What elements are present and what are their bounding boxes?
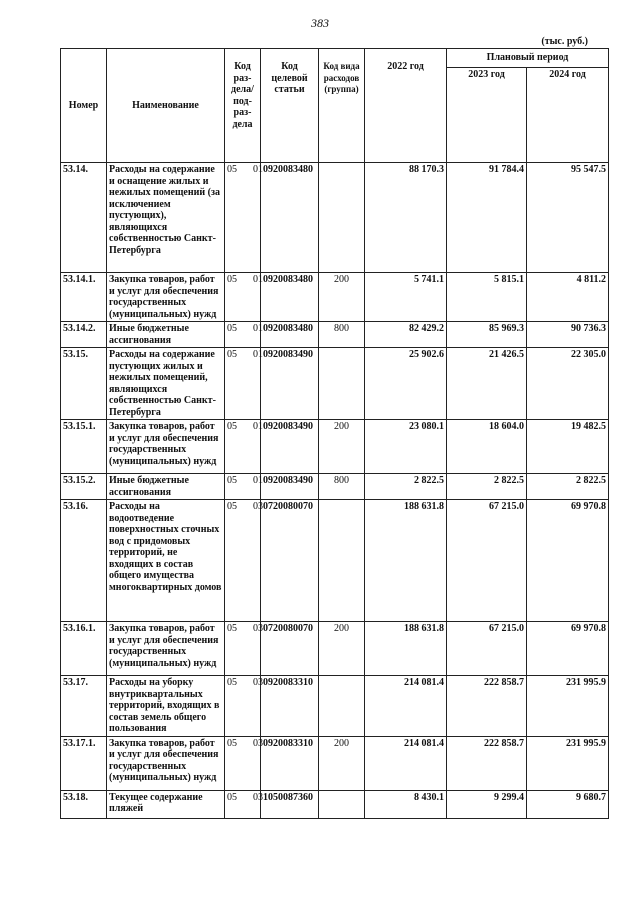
row-article-code: 1050087360 xyxy=(261,790,319,818)
table-row xyxy=(61,163,609,273)
section-code: 05 xyxy=(227,475,237,486)
row-number: 53.14.1. xyxy=(61,273,107,322)
row-number: 53.17.1. xyxy=(61,736,107,790)
row-value-2022: 8 430.1 xyxy=(365,790,447,818)
subsection-code: 01 xyxy=(253,475,263,486)
row-name: Закупка товаров, работ и услуг для обеспечения государственных (муниципальных) нужд xyxy=(107,622,225,676)
row-value-2023: 85 969.3 xyxy=(447,322,527,348)
row-number: 53.17. xyxy=(61,676,107,737)
row-section-code xyxy=(225,790,261,818)
table-row xyxy=(61,790,609,818)
row-number: 53.16.1. xyxy=(61,622,107,676)
row-value-2022: 188 631.8 xyxy=(365,622,447,676)
header-number: Номер xyxy=(61,49,107,163)
row-expense-type xyxy=(319,790,365,818)
table-row xyxy=(61,420,609,474)
subsection-code: 03 xyxy=(253,501,263,512)
table-row xyxy=(61,348,609,420)
subsection-code: 03 xyxy=(253,677,263,688)
row-value-2023: 9 299.4 xyxy=(447,790,527,818)
header-planned-period: Плановый период xyxy=(447,49,609,68)
table-row xyxy=(61,273,609,322)
subsection-code: 03 xyxy=(253,791,263,803)
section-code: 05 xyxy=(227,274,237,285)
row-name: Закупка товаров, работ и услуг для обеспечения государственных (муниципальных) нужд xyxy=(107,273,225,322)
section-code: 05 xyxy=(227,737,237,749)
row-value-2024: 95 547.5 xyxy=(527,163,609,273)
row-article-code: 0920083480 xyxy=(261,273,319,322)
row-section-code xyxy=(225,348,261,420)
row-value-2023: 5 815.1 xyxy=(447,273,527,322)
row-number: 53.18. xyxy=(61,790,107,818)
subsection-code: 01 xyxy=(253,323,263,334)
row-name: Расходы на водоотведение поверхностных сточных вод с придомовых территорий, не входящих в состав общего имущества многоквартирных домов xyxy=(107,500,225,622)
row-expense-type: 200 xyxy=(319,622,365,676)
row-value-2024: 4 811.2 xyxy=(527,273,609,322)
section-code: 05 xyxy=(227,623,237,634)
row-value-2022: 214 081.4 xyxy=(365,736,447,790)
row-expense-type xyxy=(319,348,365,420)
row-name: Расходы на содержание и оснащение жилых и нежилых помещений (за исключением пустующих), являющихся собственностью Санкт-Петербурга xyxy=(107,163,225,273)
row-value-2022: 2 822.5 xyxy=(365,474,447,500)
table-body xyxy=(61,163,609,819)
subsection-code: 01 xyxy=(253,164,263,175)
row-article-code: 0720080070 xyxy=(261,622,319,676)
row-value-2024: 19 482.5 xyxy=(527,420,609,474)
row-value-2024: 90 736.3 xyxy=(527,322,609,348)
header-expense-type: Код вида расходов (группа) xyxy=(319,49,365,163)
row-value-2023: 222 858.7 xyxy=(447,736,527,790)
row-article-code: 0920083490 xyxy=(261,420,319,474)
row-value-2024: 2 822.5 xyxy=(527,474,609,500)
section-code: 05 xyxy=(227,501,237,512)
row-value-2024: 231 995.9 xyxy=(527,676,609,737)
section-code: 05 xyxy=(227,323,237,334)
page-number: 383 xyxy=(311,16,329,30)
row-value-2023: 222 858.7 xyxy=(447,676,527,737)
table-row xyxy=(61,736,609,790)
header-2024: 2024 год xyxy=(527,68,609,163)
row-value-2024: 69 970.8 xyxy=(527,500,609,622)
row-value-2022: 188 631.8 xyxy=(365,500,447,622)
row-expense-type: 800 xyxy=(319,474,365,500)
row-value-2022: 23 080.1 xyxy=(365,420,447,474)
section-code: 05 xyxy=(227,164,237,175)
row-section-code xyxy=(225,622,261,676)
row-name: Расходы на уборку внутриквартальных территорий, входящих в состав земель общего пользования xyxy=(107,676,225,737)
subsection-code: 03 xyxy=(253,737,263,749)
table-row xyxy=(61,474,609,500)
row-value-2022: 82 429.2 xyxy=(365,322,447,348)
row-article-code: 0920083480 xyxy=(261,163,319,273)
row-article-code: 0920083490 xyxy=(261,348,319,420)
row-article-code: 0920083490 xyxy=(261,474,319,500)
row-value-2023: 67 215.0 xyxy=(447,622,527,676)
section-code: 05 xyxy=(227,421,237,432)
row-expense-type xyxy=(319,163,365,273)
row-name: Текущее содержание пляжей xyxy=(107,790,225,818)
row-name: Закупка товаров, работ и услуг для обеспечения государственных (муниципальных) нужд xyxy=(107,736,225,790)
row-number: 53.14. xyxy=(61,163,107,273)
row-article-code: 0720080070 xyxy=(261,500,319,622)
row-expense-type xyxy=(319,676,365,737)
row-expense-type: 800 xyxy=(319,322,365,348)
row-name: Расходы на содержание пустующих жилых и нежилых помещений, являющихся собственностью Санкт-Петербурга xyxy=(107,348,225,420)
header-2022: 2022 год xyxy=(365,49,447,163)
row-name: Закупка товаров, работ и услуг для обеспечения государственных (муниципальных) нужд xyxy=(107,420,225,474)
table-row xyxy=(61,676,609,737)
row-value-2022: 88 170.3 xyxy=(365,163,447,273)
row-value-2023: 67 215.0 xyxy=(447,500,527,622)
units-label: (тыс. руб.) xyxy=(541,36,588,47)
row-number: 53.15. xyxy=(61,348,107,420)
row-value-2023: 2 822.5 xyxy=(447,474,527,500)
row-section-code xyxy=(225,676,261,737)
subsection-code: 01 xyxy=(253,274,263,285)
row-section-code xyxy=(225,474,261,500)
row-number: 53.15.2. xyxy=(61,474,107,500)
section-code: 05 xyxy=(227,791,237,803)
row-article-code: 0920083480 xyxy=(261,322,319,348)
row-article-code: 0920083310 xyxy=(261,736,319,790)
row-expense-type: 200 xyxy=(319,736,365,790)
row-value-2023: 18 604.0 xyxy=(447,420,527,474)
row-number: 53.16. xyxy=(61,500,107,622)
header-section: Код раз- дела/ под- раз- дела xyxy=(225,49,261,163)
row-value-2022: 25 902.6 xyxy=(365,348,447,420)
row-number: 53.14.2. xyxy=(61,322,107,348)
row-value-2022: 214 081.4 xyxy=(365,676,447,737)
row-expense-type: 200 xyxy=(319,273,365,322)
table-row xyxy=(61,500,609,622)
row-section-code xyxy=(225,736,261,790)
header-name: Наименование xyxy=(107,49,225,163)
row-value-2024: 22 305.0 xyxy=(527,348,609,420)
row-section-code xyxy=(225,273,261,322)
row-section-code xyxy=(225,420,261,474)
row-value-2024: 69 970.8 xyxy=(527,622,609,676)
section-code: 05 xyxy=(227,349,237,360)
row-value-2023: 21 426.5 xyxy=(447,348,527,420)
subsection-code: 03 xyxy=(253,623,263,634)
row-number: 53.15.1. xyxy=(61,420,107,474)
row-value-2022: 5 741.1 xyxy=(365,273,447,322)
row-article-code: 0920083310 xyxy=(261,676,319,737)
row-section-code xyxy=(225,322,261,348)
row-name: Иные бюджетные ассигнования xyxy=(107,322,225,348)
row-section-code xyxy=(225,500,261,622)
header-article: Код целевой статьи xyxy=(261,49,319,163)
row-value-2024: 231 995.9 xyxy=(527,736,609,790)
row-value-2023: 91 784.4 xyxy=(447,163,527,273)
row-name: Иные бюджетные ассигнования xyxy=(107,474,225,500)
row-expense-type: 200 xyxy=(319,420,365,474)
row-section-code xyxy=(225,163,261,273)
row-value-2024: 9 680.7 xyxy=(527,790,609,818)
header-2023: 2023 год xyxy=(447,68,527,163)
subsection-code: 01 xyxy=(253,349,263,360)
row-expense-type xyxy=(319,500,365,622)
budget-table xyxy=(60,48,609,819)
table-row xyxy=(61,622,609,676)
section-code: 05 xyxy=(227,677,237,688)
table-row xyxy=(61,322,609,348)
subsection-code: 01 xyxy=(253,421,263,432)
